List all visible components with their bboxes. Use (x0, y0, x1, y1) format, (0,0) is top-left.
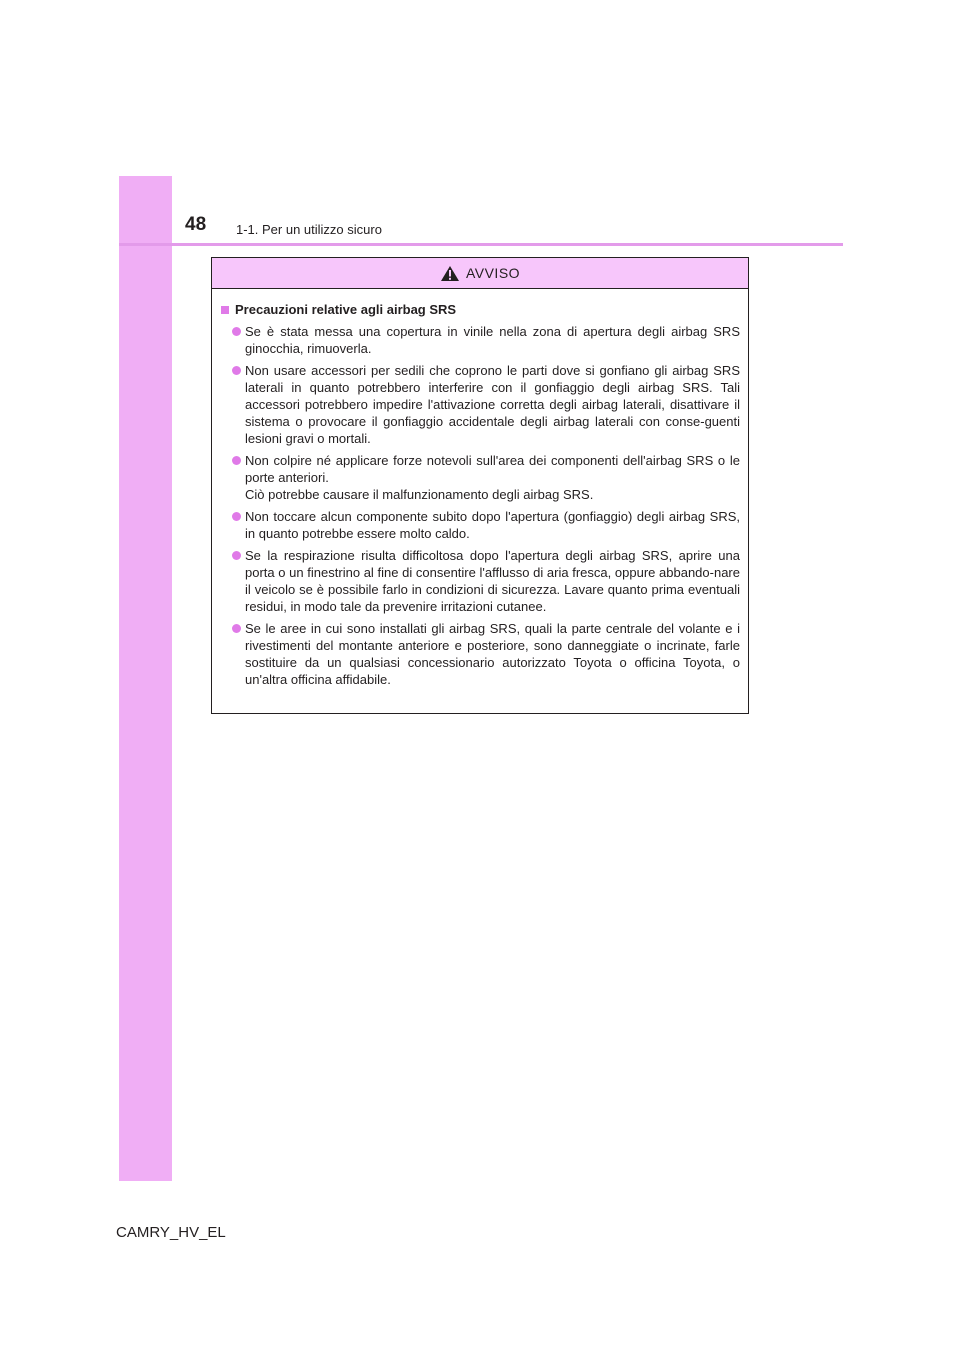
bullet-list (221, 323, 740, 688)
list-item (221, 323, 740, 357)
bullet-dot-icon (232, 551, 241, 560)
list-item-text: Se le aree in cui sono installati gli airbag SRS, quali la parte centrale del volante e i rivestimenti del montante anteriore e posteriore, sono danneggiate o incrinate, farle sostituire da un qualsiasi concessionario autorizzato Toyota o officina Toyota, o un'altra officina affidabile. (245, 621, 740, 687)
list-item (221, 508, 740, 542)
list-item-text: Se è stata messa una copertura in vinile nella zona di apertura degli airbag SRS ginocchia, rimuoverla. (245, 324, 740, 356)
side-color-band (119, 176, 172, 1181)
list-item-text (245, 452, 740, 503)
page-number: 48 (185, 214, 207, 235)
square-bullet-icon (221, 306, 229, 314)
list-item (221, 452, 740, 503)
warning-title: AVVISO (465, 265, 521, 281)
warning-triangle-icon (440, 265, 460, 282)
warning-body (212, 289, 748, 688)
list-item-line: Ciò potrebbe causare il malfunzionamento degli airbag SRS. (245, 487, 594, 502)
bullet-dot-icon (232, 624, 241, 633)
header-rule (119, 243, 843, 246)
subheading (221, 302, 740, 317)
section-title: 1-1. Per un utilizzo sicuro (236, 222, 382, 237)
list-item (221, 547, 740, 615)
list-item-text: Non toccare alcun componente subito dopo l'apertura (gonfiaggio) degli airbag SRS, in quanto potrebbe essere molto caldo. (245, 509, 740, 541)
bullet-dot-icon (232, 327, 241, 336)
bullet-dot-icon (232, 456, 241, 465)
warning-box (211, 257, 749, 714)
bullet-dot-icon (232, 512, 241, 521)
list-item (221, 620, 740, 688)
bullet-dot-icon (232, 366, 241, 375)
list-item-text: Non usare accessori per sedili che coprono le parti dove si gonfiano gli airbag SRS laterali in quanto potrebbero interferire con il gonfiaggio degli airbag SRS. Tali accessori potrebbero impedire l'attivazione corretta degli airbag laterali, disattivare il sistema o provocare il gonfiaggio accidentale degli airbag laterali con conse-guenti lesioni gravi o mortali. (245, 363, 740, 446)
list-item-line: Non colpire né applicare forze notevoli sull'area dei componenti dell'airbag SRS o le porte anteriori. (245, 453, 740, 485)
list-item-text: Se la respirazione risulta difficoltosa dopo l'apertura degli airbag SRS, aprire una porta o un finestrino al fine di consentire l'afflusso di aria fresca, oppure abbando-nare il veicolo se è possibile farlo in condizioni di sicurezza. Lavare quanto prima eventuali residui, in modo tale da prevenire irritazioni cutanee. (245, 548, 740, 614)
footer-code: CAMRY_HV_EL (116, 1224, 226, 1241)
warning-header (212, 258, 748, 289)
list-item (221, 362, 740, 447)
subheading-text: Precauzioni relative agli airbag SRS (235, 302, 457, 317)
